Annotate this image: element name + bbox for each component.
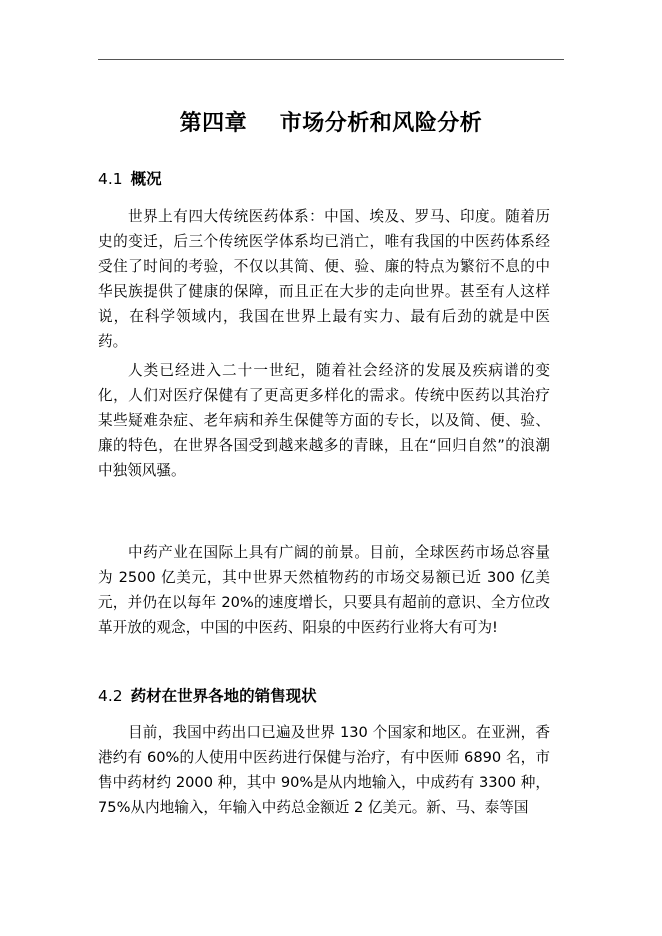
paragraph: 人类已经进入二十一世纪，随着社会经济的发展及疾病谱的变化，人们对医疗保健有了更高更多样化的需求。传统中医药以其治疗某些疑难杂症、老年病和养生保健等方面的专长，以及简、便、验、廉的特色，在世界各国受到越来越多的青睐，且在“回归自然”的浪潮中独领风骚。 [98, 362, 550, 479]
section-heading-4-1 [98, 167, 162, 189]
section-number: 4.1 [98, 170, 123, 188]
chapter-title: 第四章 市场分析和风险分析 [179, 110, 483, 136]
section-title: 概况 [130, 170, 162, 188]
section-heading-4-2 [98, 684, 317, 706]
paragraph: 世界上有四大传统医药体系：中国、埃及、罗马、印度。随着历史的变迁，后三个传统医学体系均已消亡，唯有我国的中医药体系经受住了时间的考验，不仅以其简、便、验、廉的特点为繁衍不息的中华民族提供了健康的保障，而且正在大步的走向世界。甚至有人这样说，在科学领域内，我国在世界上最有实力、最有后劲的就是中医药。 [98, 208, 550, 350]
section-title: 药材在世界各地的销售现状 [130, 687, 317, 705]
section-number: 4.2 [98, 687, 123, 705]
header-rule [98, 59, 564, 60]
paragraph: 目前，我国中药出口已遍及世界 130 个国家和地区。在亚洲，香港约有 60%的人使用中医药进行保健与治疗，有中医师 6890 名，市售中药材约 2000 种，其中 90%是从内地输入，中成药有 3300 种，75%从内地输入，年输入中药总金额近 2 亿美元。新、马、泰等国 [98, 724, 550, 816]
paragraph: 中药产业在国际上具有广阔的前景。目前，全球医药市场总容量为 2500 亿美元，其中世界天然植物药的市场交易额已近 300 亿美元，并仍在以每年 20%的速度增长，只要具有超前的意识、全方位改革开放的观念，中国的中医药、阳泉的中医药行业将大有可为! [98, 544, 550, 636]
